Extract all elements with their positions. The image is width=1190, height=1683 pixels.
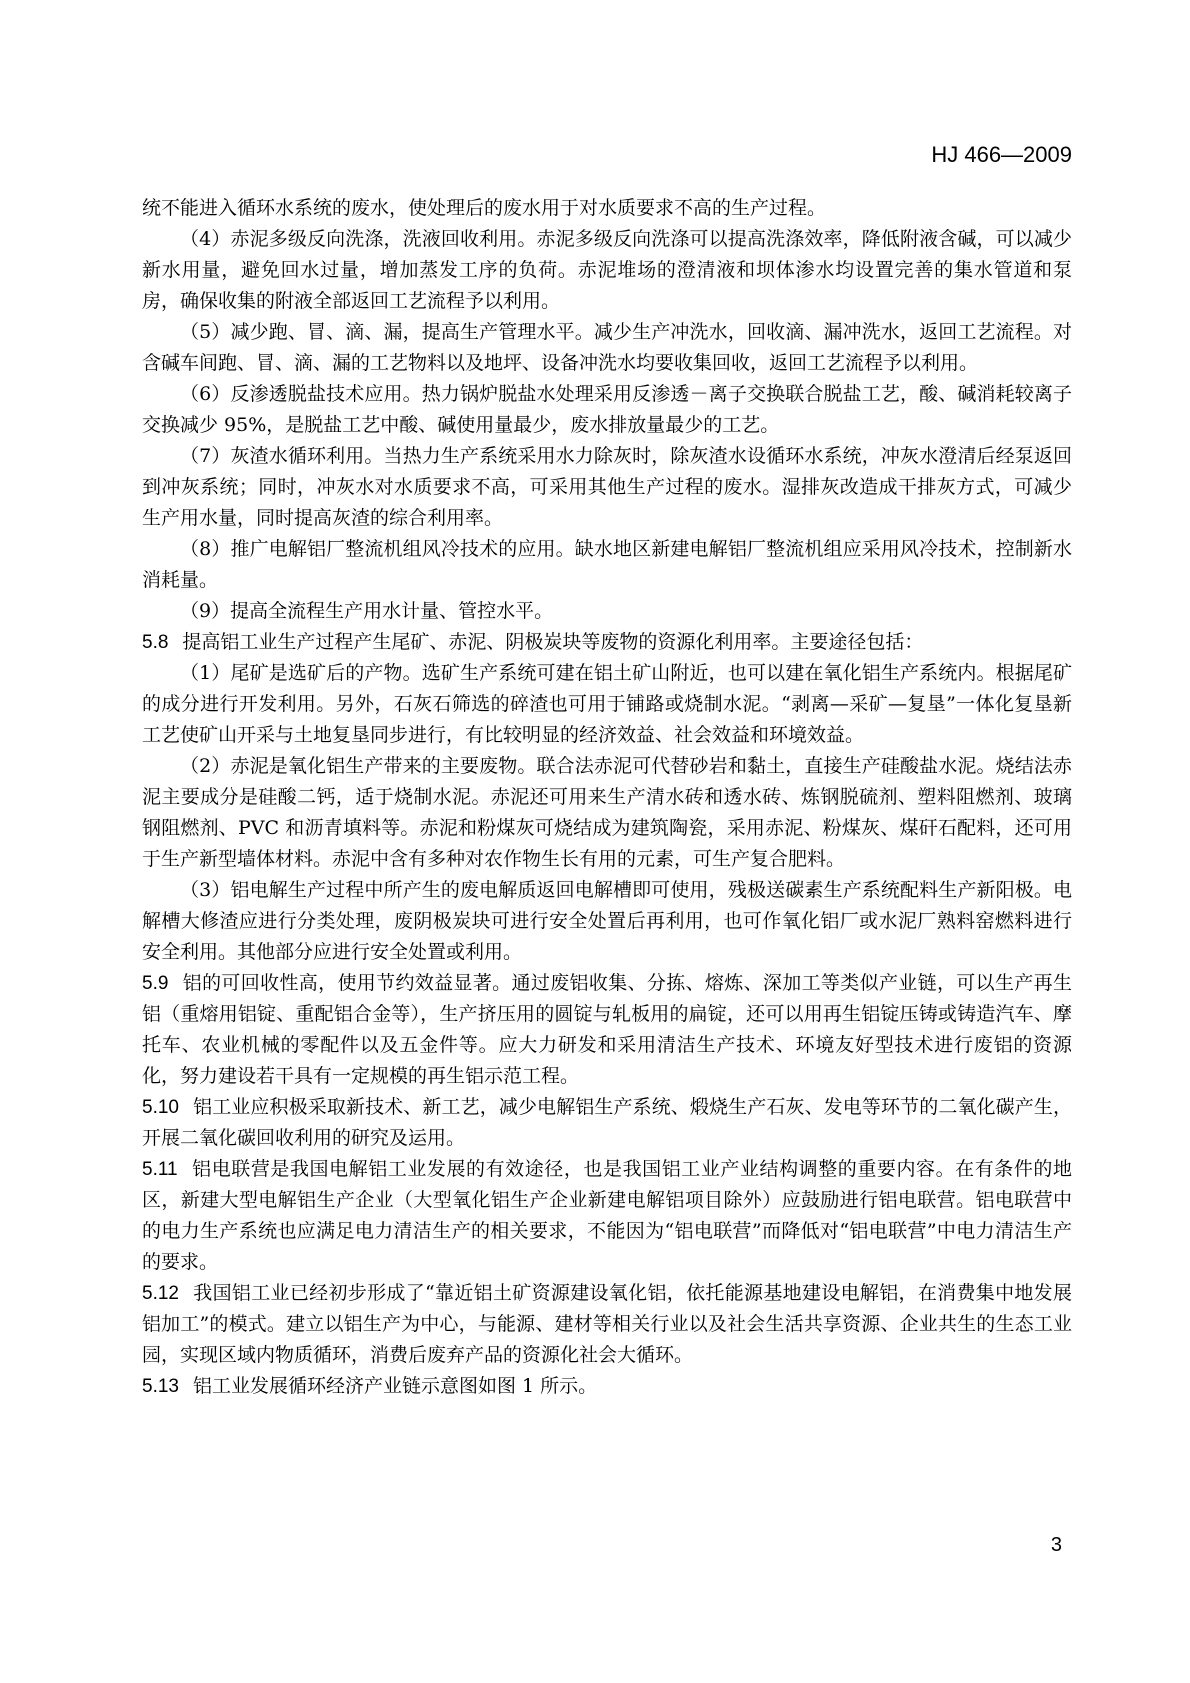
section-5-12 — [142, 1278, 1072, 1371]
paragraph-5-8-item-1: （1）尾矿是选矿后的产物。选矿生产系统可建在铝土矿山附近，也可以建在氧化铝生产系统内。根据尾矿的成分进行开发利用。另外，石灰石筛选的碎渣也可用于铺路或烧制水泥。“剥离—采矿—复垦”一体化复垦新工艺使矿山开采与土地复垦同步进行，有比较明显的经济效益、社会效益和环境效益。 — [142, 662, 1072, 746]
paragraph-item-5: （5）减少跑、冒、滴、漏，提高生产管理水平。减少生产冲洗水，回收滴、漏冲洗水，返回工艺流程。对含碱车间跑、冒、滴、漏的工艺物料以及地坪、设备冲洗水均要收集回收，返回工艺流程予以利用。 — [142, 321, 1072, 374]
section-text: 铝工业应积极采取新技术、新工艺，减少电解铝生产系统、煅烧生产石灰、发电等环节的二氧化碳产生，开展二氧化碳回收利用的研究及运用。 — [142, 1096, 1072, 1149]
paragraph-item-9: （9）提高全流程生产用水计量、管控水平。 — [180, 600, 554, 622]
paragraph-continued: 统不能进入循环水系统的废水，使处理后的废水用于对水质要求不高的生产过程。 — [142, 197, 827, 219]
paragraph-5-8-item-2: （2）赤泥是氧化铝生产带来的主要废物。联合法赤泥可代替砂岩和黏土，直接生产硅酸盐水泥。烧结法赤泥主要成分是硅酸二钙，适于烧制水泥。赤泥还可用来生产清水砖和透水砖、炼钢脱硫剂、塑料阻燃剂、玻璃钢阻燃剂、PVC 和沥青填料等。赤泥和粉煤灰可烧结成为建筑陶瓷，采用赤泥、粉煤灰、煤矸石配料，还可用于生产新型墙体材料。赤泥中含有多种对农作物生长有用的元素，可生产复合肥料。 — [142, 755, 1072, 870]
section-number: 5.10 — [142, 1097, 179, 1118]
section-number: 5.12 — [142, 1283, 179, 1304]
section-number: 5.8 — [142, 632, 169, 653]
paragraph-item-7: （7）灰渣水循环利用。当热力生产系统采用水力除灰时，除灰渣水设循环水系统，冲灰水澄清后经泵返回到冲灰系统；同时，冲灰水对水质要求不高，可采用其他生产过程的废水。湿排灰改造成干排灰方式，可减少生产用水量，同时提高灰渣的综合利用率。 — [142, 445, 1072, 529]
section-number: 5.9 — [142, 973, 169, 994]
section-text: 我国铝工业已经初步形成了“靠近铝土矿资源建设氧化铝，依托能源基地建设电解铝，在消费集中地发展铝加工”的模式。建立以铝生产为中心，与能源、建材等相关行业以及社会生活共享资源、企业共生的生态工业园，实现区域内物质循环，消费后废弃产品的资源化社会大循环。 — [142, 1282, 1072, 1366]
section-5-10 — [142, 1092, 1072, 1154]
section-text: 铝电联营是我国电解铝工业发展的有效途径，也是我国铝工业产业结构调整的重要内容。在有条件的地区，新建大型电解铝生产企业（大型氧化铝生产企业新建电解铝项目除外）应鼓励进行铝电联营。铝电联营中的电力生产系统也应满足电力清洁生产的相关要求，不能因为“铝电联营”而降低对“铝电联营”中电力清洁生产的要求。 — [142, 1158, 1072, 1273]
section-5-13 — [142, 1371, 1072, 1402]
paragraph-5-8-item-3: （3）铝电解生产过程中所产生的废电解质返回电解槽即可使用，残极送碳素生产系统配料生产新阳极。电解槽大修渣应进行分类处理，废阴极炭块可进行安全处置后再利用，也可作氧化铝厂或水泥厂熟料窑燃料进行安全利用。其他部分应进行安全处置或利用。 — [142, 879, 1072, 963]
section-text: 提高铝工业生产过程产生尾矿、赤泥、阴极炭块等废物的资源化利用率。主要途径包括： — [182, 631, 924, 653]
section-5-8 — [142, 627, 1072, 658]
paragraph-item-4: （4）赤泥多级反向洗涤，洗液回收利用。赤泥多级反向洗涤可以提高洗涤效率，降低附液含碱，可以减少新水用量，避免回水过量，增加蒸发工序的负荷。赤泥堆场的澄清液和坝体渗水均设置完善的集水管道和泵房，确保收集的附液全部返回工艺流程予以利用。 — [142, 228, 1072, 312]
document-code: HJ 466—2009 — [931, 142, 1072, 167]
section-5-9 — [142, 968, 1072, 1092]
section-5-11 — [142, 1154, 1072, 1278]
section-text: 铝工业发展循环经济产业链示意图如图 1 所示。 — [192, 1375, 598, 1397]
section-number: 5.11 — [142, 1159, 178, 1180]
section-text: 铝的可回收性高，使用节约效益显著。通过废铝收集、分拣、熔炼、深加工等类似产业链，可以生产再生铝（重熔用铝锭、重配铝合金等），生产挤压用的圆锭与轧板用的扁锭，还可以用再生铝锭压铸或铸造汽车、摩托车、农业机械的零配件以及五金件等。应大力研发和采用清洁生产技术、环境友好型技术进行废铝的资源化，努力建设若干具有一定规模的再生铝示范工程。 — [142, 972, 1072, 1087]
document-body — [142, 193, 1072, 1402]
paragraph-item-6: （6）反渗透脱盐技术应用。热力锅炉脱盐水处理采用反渗透－离子交换联合脱盐工艺，酸、碱消耗较离子交换减少 95%，是脱盐工艺中酸、碱使用量最少，废水排放量最少的工艺。 — [142, 383, 1072, 436]
paragraph-item-8: （8）推广电解铝厂整流机组风冷技术的应用。缺水地区新建电解铝厂整流机组应采用风冷技术，控制新水消耗量。 — [142, 538, 1072, 591]
section-number: 5.13 — [142, 1376, 179, 1397]
page-number: 3 — [1050, 1534, 1062, 1556]
